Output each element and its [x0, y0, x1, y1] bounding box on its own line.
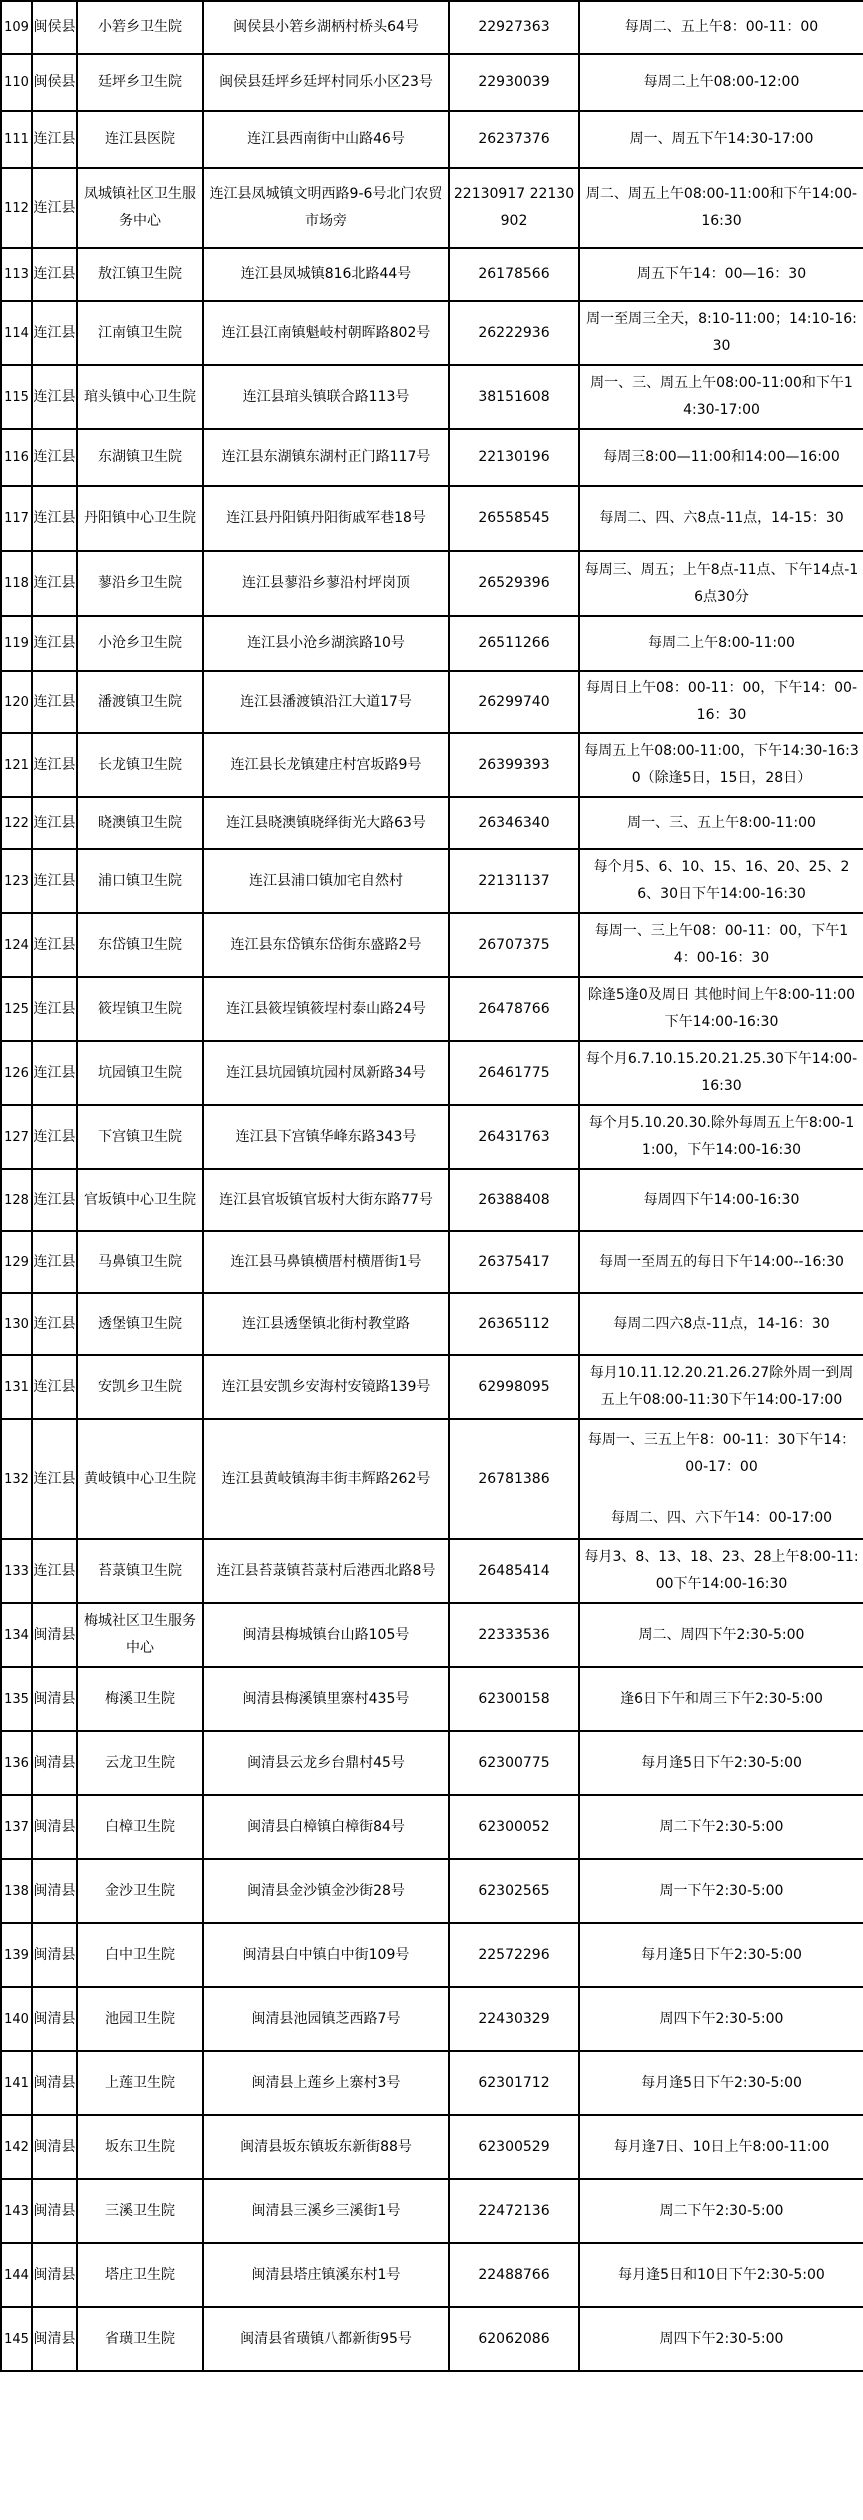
address-cell: 连江县筱埕镇筱埕村泰山路24号	[203, 977, 449, 1041]
address-cell: 连江县安凯乡安海村安镜路139号	[203, 1355, 449, 1419]
clinic-name-cell: 筱埕镇卫生院	[77, 977, 203, 1041]
county-cell: 连江县	[32, 849, 77, 913]
row-number: 138	[1, 1859, 32, 1923]
table-row	[1, 1105, 863, 1169]
clinic-name-cell: 白樟卫生院	[77, 1795, 203, 1859]
phone-cell: 22488766	[449, 2243, 579, 2307]
address-cell: 连江县凤城镇816北路44号	[203, 248, 449, 301]
table-row	[1, 2051, 863, 2115]
phone-cell: 26558545	[449, 486, 579, 551]
county-cell: 闽清县	[32, 1731, 77, 1795]
phone-cell: 26375417	[449, 1231, 579, 1293]
table-row	[1, 2243, 863, 2307]
phone-cell: 62300775	[449, 1731, 579, 1795]
row-number: 113	[1, 248, 32, 301]
county-cell: 闽侯县	[32, 54, 77, 111]
hours-cell: 每周日上午08：00-11：00，下午14：00-16：30	[579, 671, 863, 733]
phone-cell: 26388408	[449, 1169, 579, 1231]
clinic-name-cell: 东湖镇卫生院	[77, 429, 203, 486]
clinic-name-cell: 马鼻镇卫生院	[77, 1231, 203, 1293]
table-row	[1, 1667, 863, 1731]
row-number: 129	[1, 1231, 32, 1293]
table-row	[1, 1859, 863, 1923]
address-cell: 连江县浦口镇加宅自然村	[203, 849, 449, 913]
county-cell: 连江县	[32, 111, 77, 168]
table-row	[1, 616, 863, 671]
table-row	[1, 2179, 863, 2243]
clinic-name-cell: 江南镇卫生院	[77, 301, 203, 365]
phone-cell: 62300052	[449, 1795, 579, 1859]
clinic-name-cell: 浦口镇卫生院	[77, 849, 203, 913]
address-cell: 闽清县塔庄镇溪东村1号	[203, 2243, 449, 2307]
phone-cell: 26237376	[449, 111, 579, 168]
clinic-name-cell: 透堡镇卫生院	[77, 1293, 203, 1355]
hours-cell: 每周三、周五；上午8点-11点、下午14点-16点30分	[579, 551, 863, 616]
address-cell: 连江县黄岐镇海丰街丰辉路262号	[203, 1419, 449, 1539]
hours-cell: 每周二、四、六8点-11点，14-15：30	[579, 486, 863, 551]
table-row	[1, 248, 863, 301]
hours-cell: 周二下午2:30-5:00	[579, 2179, 863, 2243]
table-row	[1, 733, 863, 797]
address-cell: 闽清县金沙镇金沙街28号	[203, 1859, 449, 1923]
address-cell: 连江县西南街中山路46号	[203, 111, 449, 168]
county-cell: 连江县	[32, 1041, 77, 1105]
address-cell: 连江县东湖镇东湖村正门路117号	[203, 429, 449, 486]
hours-cell: 每月逢5日下午2:30-5:00	[579, 1923, 863, 1987]
table-row	[1, 913, 863, 977]
county-cell: 闽清县	[32, 1923, 77, 1987]
address-cell: 连江县马鼻镇横厝村横厝街1号	[203, 1231, 449, 1293]
row-number: 110	[1, 54, 32, 111]
county-cell: 闽清县	[32, 2179, 77, 2243]
clinic-name-cell: 长龙镇卫生院	[77, 733, 203, 797]
phone-cell: 22472136	[449, 2179, 579, 2243]
table-row	[1, 1987, 863, 2051]
row-number: 128	[1, 1169, 32, 1231]
county-cell: 连江县	[32, 1539, 77, 1603]
clinic-name-cell: 梅溪卫生院	[77, 1667, 203, 1731]
hours-cell: 每周三8:00—11:00和14:00—16:00	[579, 429, 863, 486]
table-row	[1, 977, 863, 1041]
clinic-name-cell: 苔菉镇卫生院	[77, 1539, 203, 1603]
county-cell: 闽清县	[32, 2307, 77, 2371]
hours-cell: 每周二上午8:00-11:00	[579, 616, 863, 671]
table-row	[1, 1041, 863, 1105]
table-row	[1, 1169, 863, 1231]
clinic-name-cell: 金沙卫生院	[77, 1859, 203, 1923]
phone-cell: 22930039	[449, 54, 579, 111]
table-row	[1, 2115, 863, 2179]
county-cell: 闽清县	[32, 1795, 77, 1859]
county-cell: 连江县	[32, 301, 77, 365]
address-cell: 闽清县白中镇白中街109号	[203, 1923, 449, 1987]
phone-cell: 26485414	[449, 1539, 579, 1603]
county-cell: 闽清县	[32, 2243, 77, 2307]
row-number: 143	[1, 2179, 32, 2243]
address-cell: 连江县坑园镇坑园村凤新路34号	[203, 1041, 449, 1105]
table-row	[1, 429, 863, 486]
row-number: 140	[1, 1987, 32, 2051]
county-cell: 连江县	[32, 671, 77, 733]
row-number: 141	[1, 2051, 32, 2115]
address-cell: 连江县官坂镇官坂村大街东路77号	[203, 1169, 449, 1231]
row-number: 134	[1, 1603, 32, 1667]
county-cell: 闽清县	[32, 1667, 77, 1731]
county-cell: 闽清县	[32, 2115, 77, 2179]
row-number: 124	[1, 913, 32, 977]
table-row	[1, 551, 863, 616]
clinic-name-cell: 安凯乡卫生院	[77, 1355, 203, 1419]
hours-cell: 周二下午2:30-5:00	[579, 1795, 863, 1859]
hours-cell: 逢6日下午和周三下午2:30-5:00	[579, 1667, 863, 1731]
row-number: 142	[1, 2115, 32, 2179]
clinic-name-cell: 省璜卫生院	[77, 2307, 203, 2371]
phone-cell: 26346340	[449, 797, 579, 849]
hours-line: 每周一、三五上午8：00-11：30下午14：00-17：00	[587, 1431, 856, 1475]
phone-cell: 22927363	[449, 1, 579, 54]
hours-cell: 每月逢5日下午2:30-5:00	[579, 2051, 863, 2115]
hours-line: 每周二、四、六下午14：00-17:00	[610, 1509, 833, 1526]
address-cell: 连江县江南镇魁岐村朝晖路802号	[203, 301, 449, 365]
county-cell: 连江县	[32, 1419, 77, 1539]
row-number: 109	[1, 1, 32, 54]
address-cell: 连江县长龙镇建庄村宫坂路9号	[203, 733, 449, 797]
county-cell: 连江县	[32, 1293, 77, 1355]
clinic-name-cell: 云龙卫生院	[77, 1731, 203, 1795]
clinic-name-cell: 敖江镇卫生院	[77, 248, 203, 301]
hours-cell: 每个月6.7.10.15.20.21.25.30下午14:00-16:30	[579, 1041, 863, 1105]
hours-cell: 周二、周四下午2:30-5:00	[579, 1603, 863, 1667]
phone-cell: 22572296	[449, 1923, 579, 1987]
row-number: 126	[1, 1041, 32, 1105]
row-number: 131	[1, 1355, 32, 1419]
row-number: 121	[1, 733, 32, 797]
phone-cell: 26511266	[449, 616, 579, 671]
hours-cell: 周四下午2:30-5:00	[579, 1987, 863, 2051]
county-cell: 连江县	[32, 977, 77, 1041]
county-cell: 连江县	[32, 733, 77, 797]
county-cell: 闽清县	[32, 1987, 77, 2051]
phone-cell: 26399393	[449, 733, 579, 797]
table-row	[1, 797, 863, 849]
county-cell: 连江县	[32, 1105, 77, 1169]
county-cell: 连江县	[32, 429, 77, 486]
row-number: 117	[1, 486, 32, 551]
phone-cell: 62301712	[449, 2051, 579, 2115]
clinic-name-cell: 池园卫生院	[77, 1987, 203, 2051]
row-number: 127	[1, 1105, 32, 1169]
clinic-name-cell: 晓澳镇卫生院	[77, 797, 203, 849]
row-number: 116	[1, 429, 32, 486]
address-cell: 连江县下宫镇华峰东路343号	[203, 1105, 449, 1169]
county-cell: 连江县	[32, 616, 77, 671]
hours-cell: 周一、三、五上午8:00-11:00	[579, 797, 863, 849]
phone-cell: 62998095	[449, 1355, 579, 1419]
address-cell: 闽清县云龙乡台鼎村45号	[203, 1731, 449, 1795]
hours-cell: 除逢5逢0及周日 其他时间上午8:00-11:00下午14:00-16:30	[579, 977, 863, 1041]
row-number: 123	[1, 849, 32, 913]
phone-cell: 62302565	[449, 1859, 579, 1923]
row-number: 122	[1, 797, 32, 849]
table-row	[1, 849, 863, 913]
address-cell: 连江县小沧乡湖滨路10号	[203, 616, 449, 671]
address-cell: 闽清县梅城镇台山路105号	[203, 1603, 449, 1667]
address-cell: 闽清县池园镇芝西路7号	[203, 1987, 449, 2051]
address-cell: 连江县丹阳镇丹阳街戚军巷18号	[203, 486, 449, 551]
phone-cell: 26529396	[449, 551, 579, 616]
table-row	[1, 1419, 863, 1539]
county-cell: 连江县	[32, 486, 77, 551]
address-cell: 连江县晓澳镇晓绎街光大路63号	[203, 797, 449, 849]
phone-cell: 62300158	[449, 1667, 579, 1731]
hours-cell	[579, 1419, 863, 1539]
address-cell: 闽清县三溪乡三溪街1号	[203, 2179, 449, 2243]
row-number: 139	[1, 1923, 32, 1987]
clinic-name-cell: 小箬乡卫生院	[77, 1, 203, 54]
address-cell: 闽清县上莲乡上寨村3号	[203, 2051, 449, 2115]
county-cell: 连江县	[32, 1355, 77, 1419]
county-cell: 连江县	[32, 1231, 77, 1293]
hours-cell: 周一至周三全天，8:10-11:00；14:10-16:30	[579, 301, 863, 365]
row-number: 132	[1, 1419, 32, 1539]
clinic-name-cell: 蓼沿乡卫生院	[77, 551, 203, 616]
county-cell: 连江县	[32, 797, 77, 849]
address-cell: 闽清县梅溪镇里寨村435号	[203, 1667, 449, 1731]
address-cell: 连江县凤城镇文明西路9-6号北门农贸市场旁	[203, 168, 449, 248]
address-cell: 连江县潘渡镇沿江大道17号	[203, 671, 449, 733]
clinic-name-cell: 官坂镇中心卫生院	[77, 1169, 203, 1231]
phone-cell: 26299740	[449, 671, 579, 733]
phone-cell: 38151608	[449, 365, 579, 429]
table-row	[1, 1, 863, 54]
clinic-name-cell: 坑园镇卫生院	[77, 1041, 203, 1105]
table-row	[1, 2307, 863, 2371]
county-cell: 闽清县	[32, 2051, 77, 2115]
phone-cell: 26222936	[449, 301, 579, 365]
hours-cell: 周一、周五下午14:30-17:00	[579, 111, 863, 168]
county-cell: 闽清县	[32, 1603, 77, 1667]
phone-cell: 26178566	[449, 248, 579, 301]
address-cell: 闽侯县小箬乡湖柄村桥头64号	[203, 1, 449, 54]
clinic-name-cell: 凤城镇社区卫生服务中心	[77, 168, 203, 248]
hours-cell: 每月逢5日和10日下午2:30-5:00	[579, 2243, 863, 2307]
hours-cell: 每个月5.10.20.30.除外每周五上午8:00-11:00，下午14:00-16:30	[579, 1105, 863, 1169]
phone-cell: 26707375	[449, 913, 579, 977]
hours-cell: 每周一、三上午08：00-11：00，下午14：00-16：30	[579, 913, 863, 977]
address-cell: 闽清县白樟镇白樟街84号	[203, 1795, 449, 1859]
hours-cell: 每月3、8、13、18、23、28上午8:00-11:00下午14:00-16:30	[579, 1539, 863, 1603]
row-number: 135	[1, 1667, 32, 1731]
phone-cell: 26781386	[449, 1419, 579, 1539]
phone-cell: 22130917 22130902	[449, 168, 579, 248]
phone-cell: 22131137	[449, 849, 579, 913]
hours-cell: 每月逢7日、10日上午8:00-11:00	[579, 2115, 863, 2179]
address-cell: 连江县透堡镇北街村教堂路	[203, 1293, 449, 1355]
clinic-name-cell: 廷坪乡卫生院	[77, 54, 203, 111]
county-cell: 闽清县	[32, 1859, 77, 1923]
row-number: 119	[1, 616, 32, 671]
clinic-name-cell: 琯头镇中心卫生院	[77, 365, 203, 429]
row-number: 111	[1, 111, 32, 168]
row-number: 136	[1, 1731, 32, 1795]
row-number: 133	[1, 1539, 32, 1603]
county-cell: 连江县	[32, 551, 77, 616]
clinic-name-cell: 下宫镇卫生院	[77, 1105, 203, 1169]
phone-cell: 62300529	[449, 2115, 579, 2179]
table-row	[1, 1731, 863, 1795]
address-cell: 连江县琯头镇联合路113号	[203, 365, 449, 429]
clinic-name-cell: 连江县医院	[77, 111, 203, 168]
clinic-name-cell: 三溪卫生院	[77, 2179, 203, 2243]
phone-cell: 26431763	[449, 1105, 579, 1169]
table-row	[1, 1603, 863, 1667]
clinic-name-cell: 白中卫生院	[77, 1923, 203, 1987]
county-cell: 连江县	[32, 913, 77, 977]
clinic-name-cell: 丹阳镇中心卫生院	[77, 486, 203, 551]
hours-cell: 周五下午14：00—16：30	[579, 248, 863, 301]
table-row	[1, 1355, 863, 1419]
phone-cell: 26461775	[449, 1041, 579, 1105]
table-row	[1, 168, 863, 248]
phone-cell: 22130196	[449, 429, 579, 486]
table-row	[1, 1923, 863, 1987]
row-number: 118	[1, 551, 32, 616]
row-number: 137	[1, 1795, 32, 1859]
row-number: 144	[1, 2243, 32, 2307]
hours-cell: 周一下午2:30-5:00	[579, 1859, 863, 1923]
phone-cell: 22430329	[449, 1987, 579, 2051]
hours-cell: 每周二上午08:00-12:00	[579, 54, 863, 111]
county-cell: 连江县	[32, 248, 77, 301]
table-row	[1, 1539, 863, 1603]
county-cell: 连江县	[32, 1169, 77, 1231]
hours-cell: 周四下午2:30-5:00	[579, 2307, 863, 2371]
phone-cell: 26365112	[449, 1293, 579, 1355]
address-cell: 闽清县省璜镇八都新街95号	[203, 2307, 449, 2371]
clinic-name-cell: 小沧乡卫生院	[77, 616, 203, 671]
row-number: 130	[1, 1293, 32, 1355]
table-row	[1, 671, 863, 733]
table-row	[1, 1231, 863, 1293]
clinic-name-cell: 潘渡镇卫生院	[77, 671, 203, 733]
hours-cell: 每周四下午14:00-16:30	[579, 1169, 863, 1231]
phone-cell: 22333536	[449, 1603, 579, 1667]
table-row	[1, 54, 863, 111]
row-number: 112	[1, 168, 32, 248]
clinic-name-cell: 上莲卫生院	[77, 2051, 203, 2115]
table-row	[1, 1795, 863, 1859]
row-number: 120	[1, 671, 32, 733]
hours-cell: 每周二、五上午8：00-11：00	[579, 1, 863, 54]
table-row	[1, 1293, 863, 1355]
hours-cell: 周二、周五上午08:00-11:00和下午14:00-16:30	[579, 168, 863, 248]
hours-cell: 周一、三、周五上午08:00-11:00和下午14:30-17:00	[579, 365, 863, 429]
county-cell: 闽侯县	[32, 1, 77, 54]
phone-cell: 62062086	[449, 2307, 579, 2371]
county-cell: 连江县	[32, 168, 77, 248]
address-cell: 闽清县坂东镇坂东新街88号	[203, 2115, 449, 2179]
county-cell: 连江县	[32, 365, 77, 429]
phone-cell: 26478766	[449, 977, 579, 1041]
hours-cell: 每周二四六8点-11点，14-16：30	[579, 1293, 863, 1355]
hours-cell: 每个月5、6、10、15、16、20、25、26、30日下午14:00-16:30	[579, 849, 863, 913]
address-cell: 闽侯县廷坪乡廷坪村同乐小区23号	[203, 54, 449, 111]
table-row	[1, 365, 863, 429]
clinic-name-cell: 梅城社区卫生服务中心	[77, 1603, 203, 1667]
table-row	[1, 111, 863, 168]
row-number: 145	[1, 2307, 32, 2371]
clinic-name-cell: 黄岐镇中心卫生院	[77, 1419, 203, 1539]
address-cell: 连江县蓼沿乡蓼沿村坪岗顶	[203, 551, 449, 616]
hours-cell: 每月10.11.12.20.21.26.27除外周一到周五上午08:00-11:30下午14:00-17:00	[579, 1355, 863, 1419]
hours-cell: 每月逢5日下午2:30-5:00	[579, 1731, 863, 1795]
clinic-name-cell: 东岱镇卫生院	[77, 913, 203, 977]
clinic-name-cell: 塔庄卫生院	[77, 2243, 203, 2307]
address-cell: 连江县东岱镇东岱街东盛路2号	[203, 913, 449, 977]
row-number: 115	[1, 365, 32, 429]
table-row	[1, 301, 863, 365]
clinic-name-cell: 坂东卫生院	[77, 2115, 203, 2179]
row-number: 125	[1, 977, 32, 1041]
address-cell: 连江县苔菉镇苔菉村后港西北路8号	[203, 1539, 449, 1603]
row-number: 114	[1, 301, 32, 365]
hours-cell: 每周一至周五的每日下午14:00--16:30	[579, 1231, 863, 1293]
table-row	[1, 486, 863, 551]
hours-cell: 每周五上午08:00-11:00，下午14:30-16:30（除逢5日，15日，28日）	[579, 733, 863, 797]
